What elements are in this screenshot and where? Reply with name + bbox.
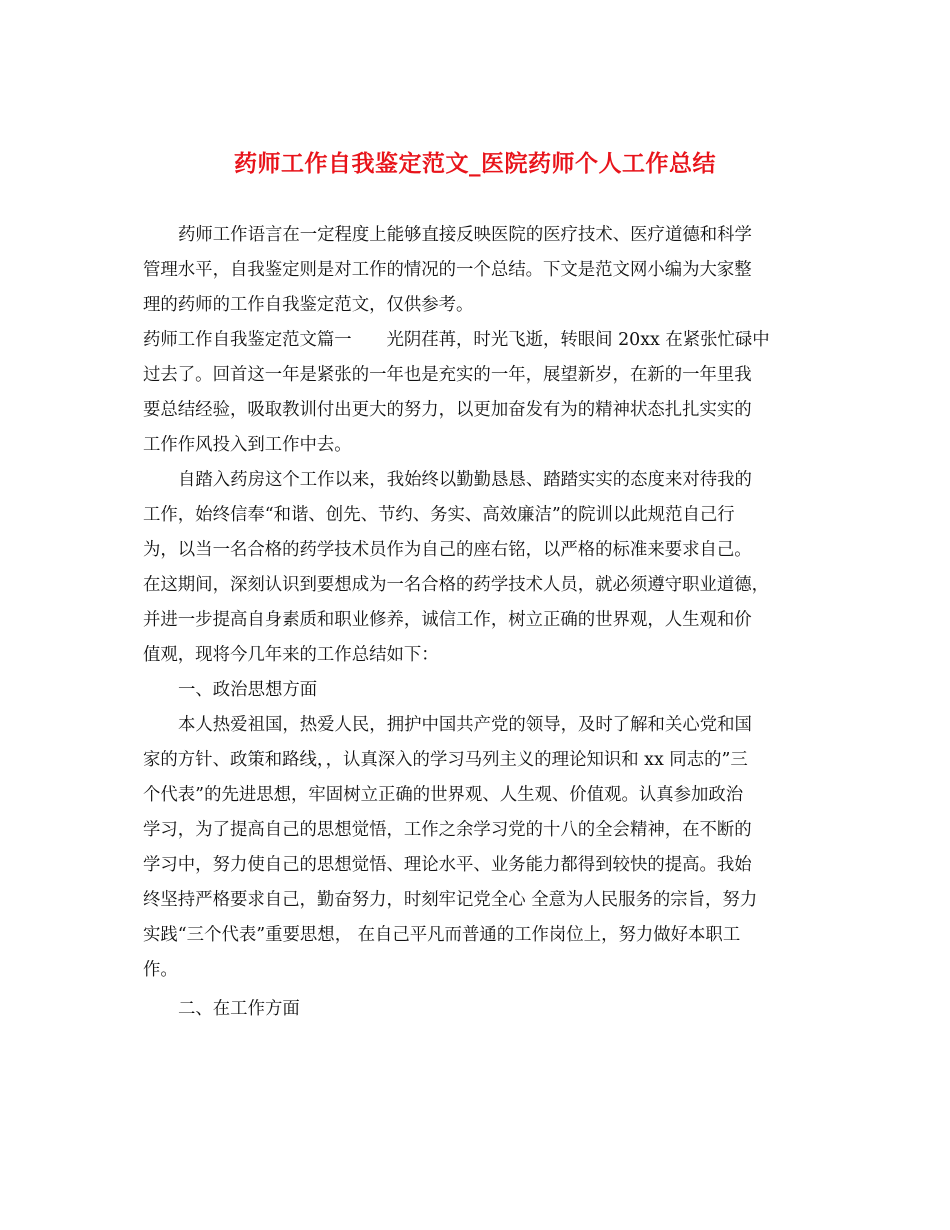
text-line: 值观，现将今几年来的工作总结如下：	[143, 645, 439, 665]
text-line: 本人热爱祖国，热爱人民，拥护中国共产党的领导，及时了解和关心党和国	[178, 715, 752, 735]
text-line: 为，以当一名合格的药学技术员作为自己的座右铭，以严格的标准来要求自己。	[143, 540, 752, 560]
text-line: 理的药师的工作自我鉴定范文，仅供参考。	[143, 295, 474, 315]
document-body	[143, 218, 811, 1027]
text-line: 药师工作自我鉴定范文篇一 光阴荏苒，时光飞逝，转眼间 20xx 在紧张忙碌中	[143, 330, 770, 350]
document-title: 药师工作自我鉴定范文_医院药师个人工作总结	[234, 151, 716, 177]
text-line: 药师工作语言在一定程度上能够直接反映医院的医疗技术、医疗道德和科学	[178, 225, 752, 245]
text-line: 实践“三个代表”重要思想， 在自己平凡而普通的工作岗位上，努力做好本职工	[143, 925, 741, 945]
text-line: 学习，为了提高自己的思想觉悟，工作之余学习党的十八的全会精神，在不断的	[143, 820, 752, 840]
text-line: 一、政治思想方面	[178, 680, 318, 700]
text-line: 个代表”的先进思想，牢固树立正确的世界观、人生观、价值观。认真参加政治	[143, 785, 744, 805]
text-line: 自踏入药房这个工作以来，我始终以勤勤恳恳、踏踏实实的态度来对待我的	[178, 470, 752, 490]
text-line: 学习中，努力使自己的思想觉悟、理论水平、业务能力都得到较快的提高。我始	[143, 855, 752, 875]
text-line: 要总结经验，吸取教训付出更大的努力，以更加奋发有为的精神状态扎扎实实的	[143, 400, 752, 420]
text-line: 终坚持严格要求自己，勤奋努力，时刻牢记党全心 全意为人民服务的宗旨，努力	[143, 890, 758, 910]
text-line: 管理水平，自我鉴定则是对工作的情况的一个总结。下文是范文网小编为大家整	[143, 260, 752, 280]
text-line: 工作作风投入到工作中去。	[143, 435, 352, 455]
text-line: 工作，始终信奉“和谐、创先、节约、务实、高效廉洁”的院训以此规范自己行	[143, 505, 735, 525]
text-line: 过去了。回首这一年是紧张的一年也是充实的一年，展望新岁，在新的一年里我	[143, 365, 752, 385]
text-line: 在这期间，深刻认识到要想成为一名合格的药学技术人员，就必须遵守职业道德，	[143, 575, 770, 595]
text-line: 作。	[143, 960, 178, 980]
text-line: 并进一步提高自身素质和职业修养，诚信工作，树立正确的世界观，人生观和价	[143, 610, 752, 630]
text-line: 家的方针、政策和路线，，认真深入的学习马列主义的理论知识和 xx 同志的”三	[143, 750, 748, 770]
text-line: 二、在工作方面	[178, 999, 300, 1019]
